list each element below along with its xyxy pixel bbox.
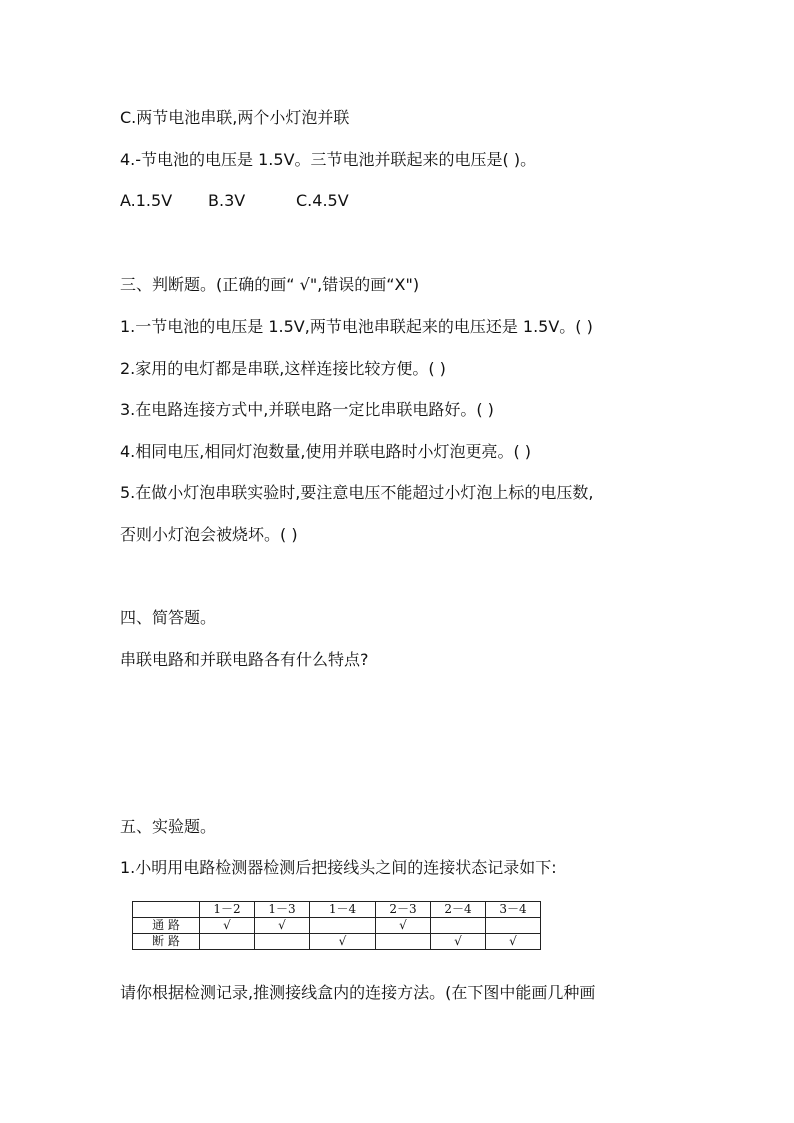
q3-option-c: C.两节电池串联,两个小灯泡并联 [120, 108, 350, 127]
check-mark-cell [255, 934, 310, 950]
section-3-title: 三、判断题。(正确的画“ √",错误的画“X") [120, 275, 420, 294]
connection-record-table [132, 901, 541, 950]
judge-item-2: 2.家用的电灯都是串联,这样连接比较方便。( ) [120, 359, 446, 378]
judge-item-1: 1.一节电池的电压是 1.5V,两节电池串联起来的电压还是 1.5V。( ) [120, 317, 593, 336]
table-header-row [133, 902, 541, 918]
table-corner-cell [133, 902, 200, 918]
check-mark-cell [376, 934, 431, 950]
section-5-title: 五、实验题。 [120, 817, 217, 836]
table-row [133, 918, 541, 934]
check-mark-cell [200, 934, 255, 950]
check-mark-cell [486, 918, 541, 934]
q4-choice-a: A.1.5V [120, 191, 173, 210]
table-col-header: 1－3 [255, 902, 310, 918]
table-col-header: 1－4 [310, 902, 376, 918]
table-col-header: 1－2 [200, 902, 255, 918]
experiment-instruction: 请你根据检测记录,推测接线盒内的连接方法。(在下图中能画几种画 [120, 983, 596, 1002]
check-mark-cell [431, 918, 486, 934]
row-label-open: 断 路 [133, 934, 200, 950]
judge-item-5: 5.在做小灯泡串联实验时,要注意电压不能超过小灯泡上标的电压数, [120, 483, 594, 502]
q4-choice-c: C.4.5V [296, 191, 349, 210]
judge-item-4: 4.相同电压,相同灯泡数量,使用并联电路时小灯泡更亮。( ) [120, 442, 532, 461]
q4-choice-b: B.3V [208, 191, 246, 210]
q4-choices [120, 191, 384, 211]
check-mark-cell: √ [310, 934, 376, 950]
table-col-header: 2－4 [431, 902, 486, 918]
question-4: 4.-节电池的电压是 1.5V。三节电池并联起来的电压是( )。 [120, 150, 537, 169]
check-mark-cell [310, 918, 376, 934]
judge-item-3: 3.在电路连接方式中,并联电路一定比串联电路好。( ) [120, 400, 494, 419]
section-4-title: 四、简答题。 [120, 608, 217, 627]
check-mark-cell: √ [200, 918, 255, 934]
table-row [133, 934, 541, 950]
table-col-header: 2－3 [376, 902, 431, 918]
check-mark-cell: √ [376, 918, 431, 934]
check-mark-cell: √ [431, 934, 486, 950]
check-mark-cell: √ [255, 918, 310, 934]
judge-item-5-cont: 否则小灯泡会被烧坏。( ) [120, 525, 298, 544]
experiment-question-1: 1.小明用电路检测器检测后把接线头之间的连接状态记录如下: [120, 858, 557, 877]
short-answer-question: 串联电路和并联电路各有什么特点? [120, 650, 369, 669]
check-mark-cell: √ [486, 934, 541, 950]
table-col-header: 3－4 [486, 902, 541, 918]
row-label-closed: 通 路 [133, 918, 200, 934]
